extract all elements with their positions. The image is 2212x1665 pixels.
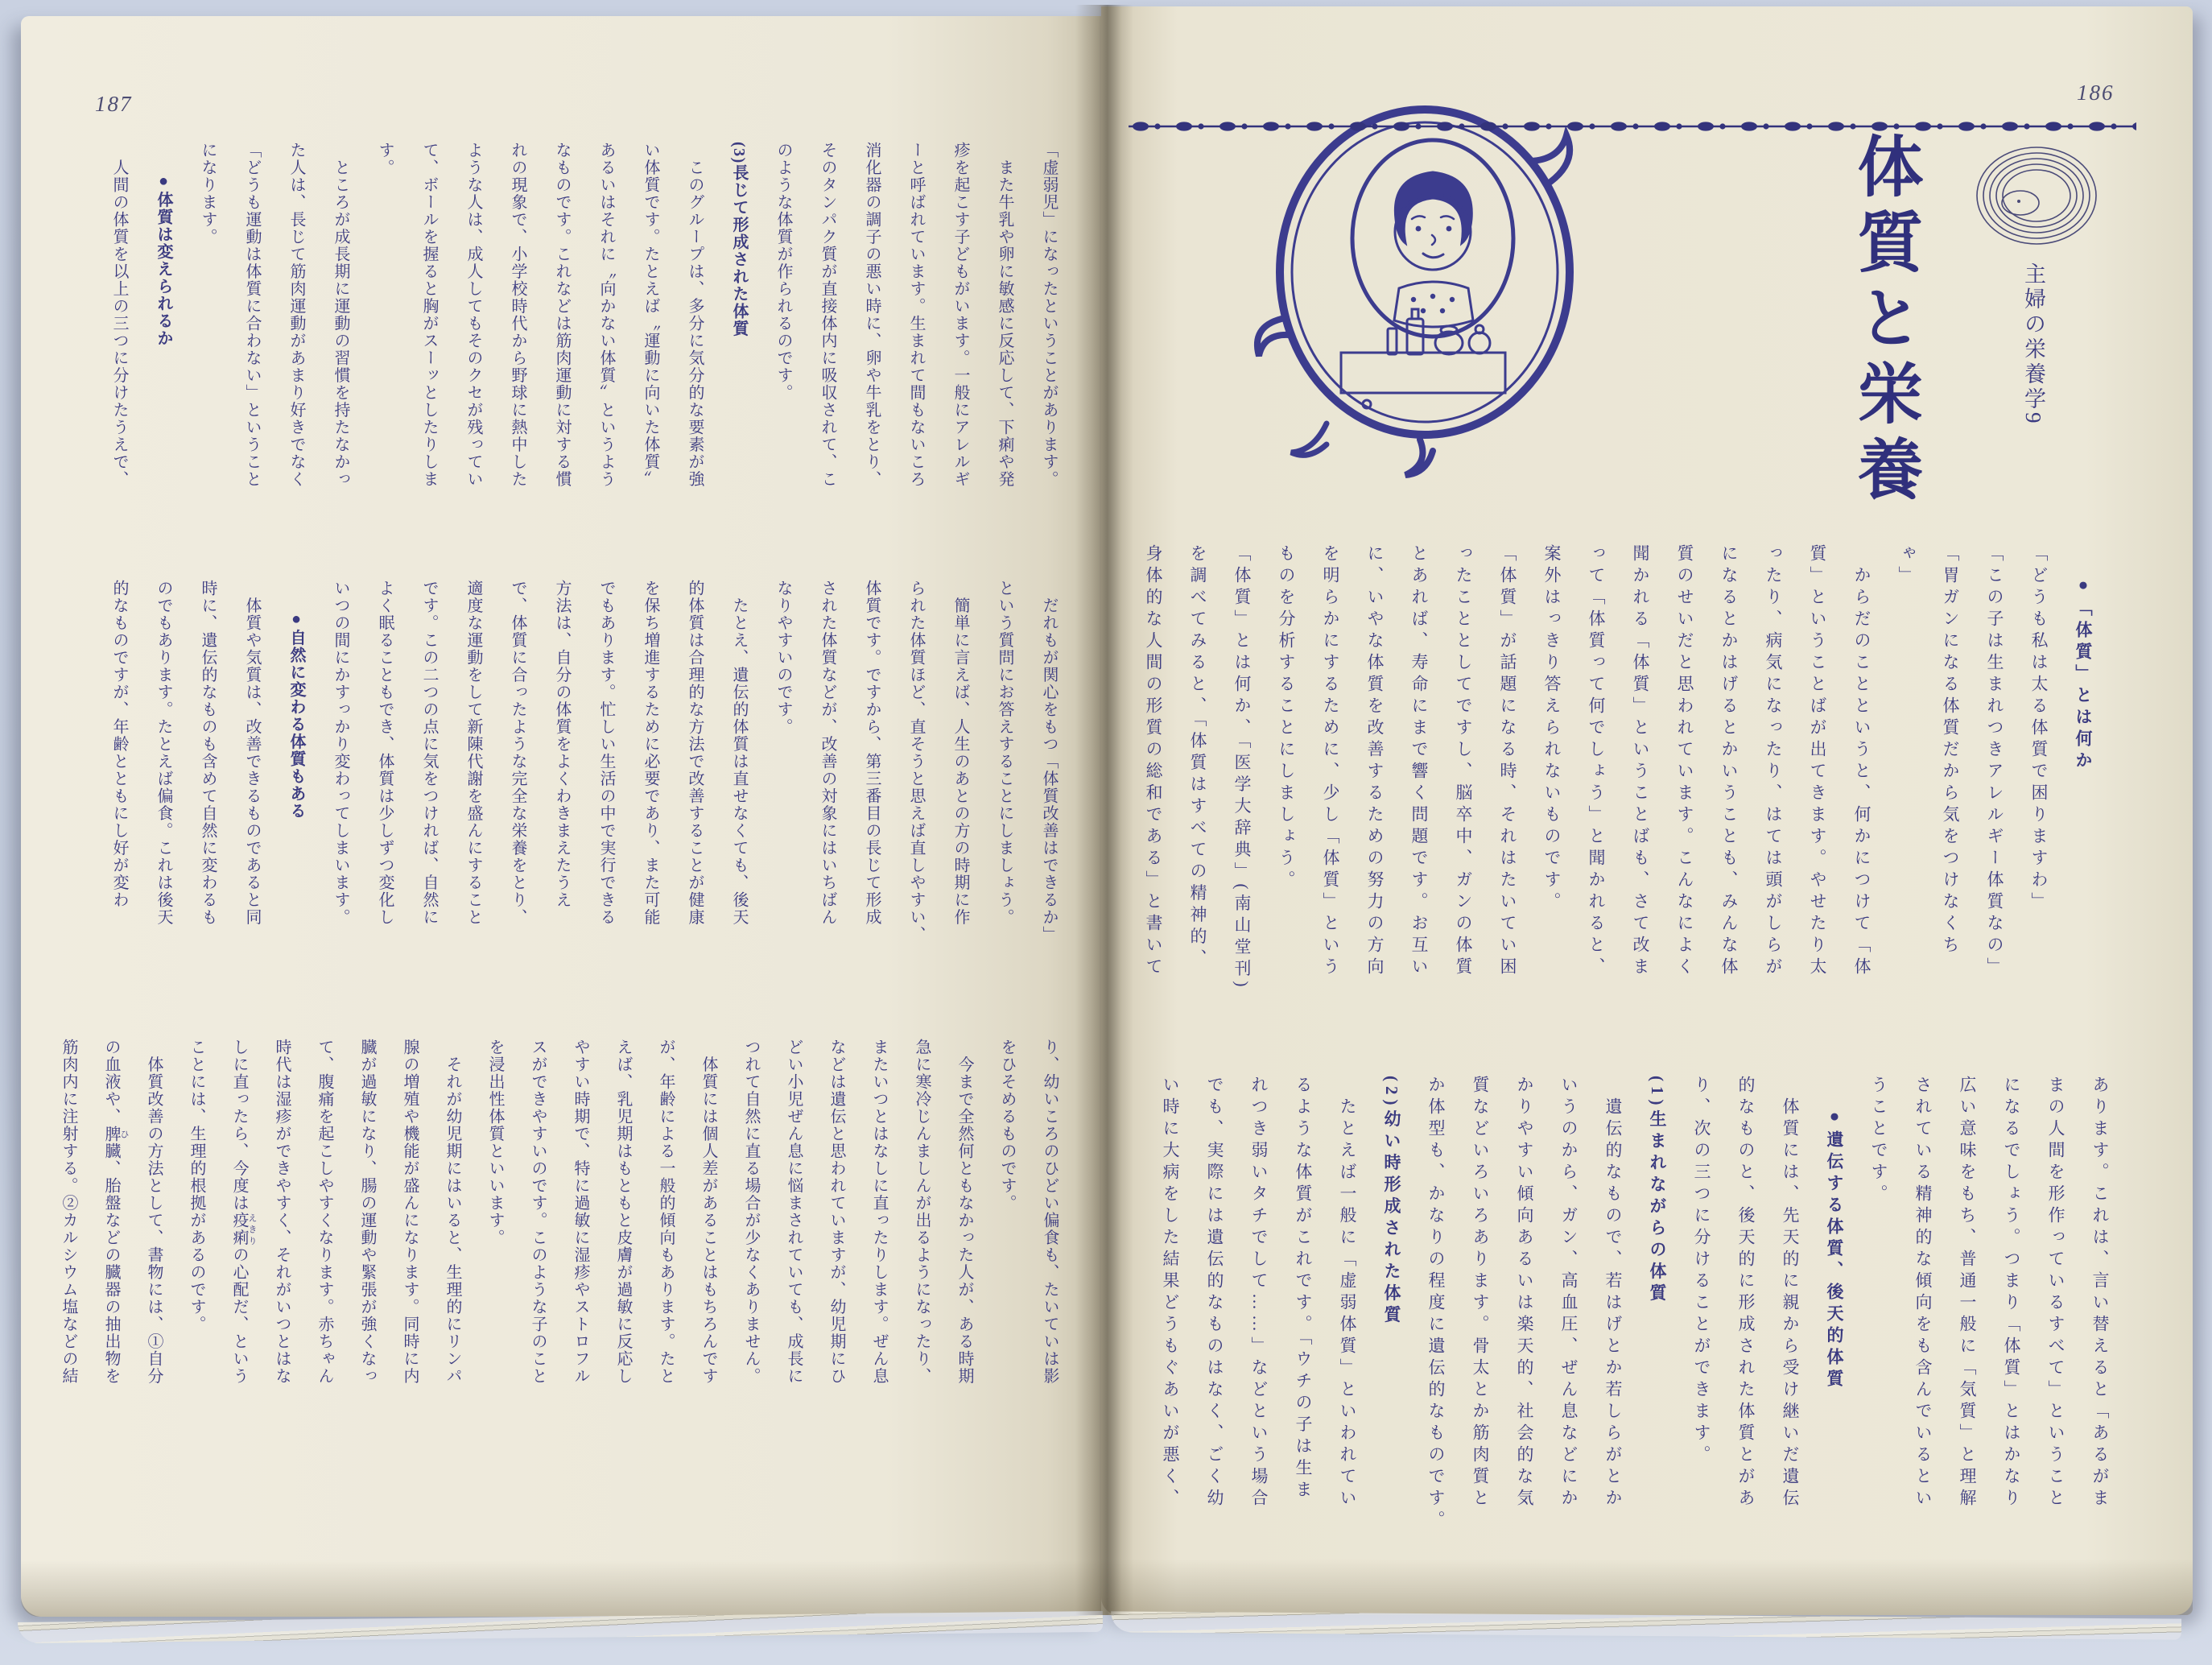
- text-column: 「どうも私は太る体質で困りますわ」: [2029, 544, 2049, 914]
- page-stack-edges: [1111, 1611, 2181, 1639]
- text-band-right-1: [1131, 544, 2105, 1053]
- text-column: 人間の体質を以上の三つに分けたうえで、: [110, 142, 128, 488]
- page-number-left: 187: [95, 92, 133, 116]
- text-column: されている精神的な傾向をも含んでいるとい: [1913, 1076, 1933, 1510]
- text-column: を明らかにするために、少し「体質」という: [1321, 544, 1340, 979]
- text-column: ●「体質」とは何か: [2074, 575, 2093, 773]
- text-column: でも、実際には遺伝的なものはなく、ごく幼: [1205, 1076, 1224, 1510]
- text-column: 体質改善の方法として、書物には、①自分: [145, 1039, 163, 1385]
- text-column: 「体質」とは何か、「医学大辞典」(南山堂刊): [1232, 544, 1252, 992]
- text-column: か体型も、かなりの程度に遺伝的なものです。: [1426, 1076, 1446, 1532]
- text-column: に、いやな体質を改善するための努力の方向: [1365, 544, 1385, 979]
- text-column: やすい時期で、特に過敏に湿疹やストロフル: [572, 1039, 589, 1385]
- text-column: を調べてみると、「体質はすべての精神的、: [1188, 544, 1207, 971]
- text-column: のような体質が作られるのです。: [774, 142, 792, 402]
- text-column: るような体質がこれです。「ウチの子は生ま: [1294, 1076, 1313, 1502]
- text-column: たとえば一般に「虚弱体質」といわれてい: [1338, 1076, 1357, 1510]
- page-number-right: 186: [2077, 81, 2115, 105]
- text-column: よく眠ることもでき、体質は少しずつ変化し: [376, 580, 394, 926]
- text-column: まの人間を形作っているすべて」ということ: [2046, 1076, 2065, 1510]
- text-column: り、幼いころのひどい偏食も、たいていは影: [1041, 1039, 1059, 1385]
- text-column: 方法は、自分の体質をよくわきまえたうえ: [553, 580, 571, 909]
- text-column: ものを分析することにしましょう。: [1277, 544, 1296, 892]
- text-column: またいつとはなしに直ったりします。ぜん息: [870, 1039, 888, 1385]
- text-column: かりやすい傾向あるいは楽天的、社会的な気: [1515, 1076, 1534, 1510]
- text-column: された体質などが、改善の対象にはいちばん: [819, 580, 836, 926]
- text-column: 「虚弱児」になったということがあります。: [1040, 142, 1058, 488]
- text-column: 腺の増殖や機能が盛んになります。同時に内: [401, 1039, 419, 1385]
- text-column: でもあります。忙しい生活の中で実行できる: [597, 580, 615, 926]
- text-column: になるとかはげるとかいうことも、みんな体: [1719, 544, 1739, 979]
- text-column: 質などいろいろあります。骨太とか筋肉質と: [1471, 1076, 1490, 1510]
- text-column: が、年齢による一般的傾向もあります。たと: [657, 1039, 675, 1385]
- text-column: 適度な運動をして新陳代謝を盛んにすること: [464, 580, 482, 926]
- text-column: で、体質に合ったような完全な栄養をとり、: [509, 580, 526, 926]
- text-column: とあれば、寿命にまで響く問題です。お互い: [1409, 544, 1429, 979]
- text-column: スができやすいのです。このような子のこと: [529, 1039, 547, 1385]
- text-column: 質」ということばが出てきます。やせたり太: [1808, 544, 1827, 979]
- text-column: の血液や、脾 ひ臓、胎盤などの臓器の抽出物を: [102, 1039, 129, 1385]
- text-column: になります。: [199, 142, 217, 246]
- text-column: うことです。: [1869, 1076, 1888, 1206]
- text-column: (3)長じて形成された体質: [730, 142, 748, 337]
- text-column: す。: [376, 142, 394, 176]
- text-column: 体質や気質は、改善できるものであると同: [243, 580, 261, 926]
- text-column: 「体質」が話題になる時、それはたいてい困: [1498, 544, 1517, 979]
- text-column: だれもが関心をもつ「体質改善はできるか」: [1040, 580, 1058, 944]
- text-column: ことには、生理的根拠があるのです。: [188, 1039, 205, 1333]
- text-column: て、ボールを握ると胸がスーッとしたりしま: [420, 142, 438, 488]
- text-column: 臓が過敏になり、腸の運動や緊張が強くなっ: [358, 1039, 376, 1385]
- text-column: を浸出性体質といいます。: [486, 1039, 504, 1246]
- text-column: 的なものと、後天的に形成された体質とがあ: [1736, 1076, 1756, 1510]
- text-column: 質のせいだと思われています。こんなによく: [1675, 544, 1694, 979]
- text-column: あるいはそれに〝向かない体質〟というよう: [597, 142, 615, 488]
- series-label: 主婦の栄養学9: [2021, 262, 2045, 427]
- text-column: ●体質は変えられるか: [155, 172, 172, 347]
- text-column: 的体質は合理的な方法で改善することが健康: [686, 580, 704, 926]
- text-band-left-3: [47, 1039, 1071, 1412]
- text-column: ったり、病気になったり、はては頭がしらが: [1764, 544, 1783, 979]
- text-column: ったこととしてですし、脳卒中、ガンの体質: [1454, 544, 1473, 979]
- text-band-left-1: [97, 142, 1071, 519]
- text-column: た人は、長じて筋肉運動があまり好きでなく: [287, 142, 305, 488]
- text-column: い時に大病をした結果どうもぐあいが悪く、: [1161, 1076, 1180, 1510]
- text-column: (2)幼い時形成された体質: [1382, 1076, 1401, 1328]
- text-column: あります。これは、言い替えると「あるがま: [2090, 1076, 2110, 1510]
- text-column: 「どうも運動は体質に合わない」ということ: [243, 142, 261, 488]
- text-column: などは遺伝と思われていますが、幼児期にひ: [827, 1039, 845, 1385]
- text-column: また牛乳や卵に敏感に反応して、下痢や発: [996, 142, 1013, 488]
- text-column: ーと呼ばれています。生まれて間もないころ: [907, 142, 925, 488]
- text-column: なものです。これなどは筋肉運動に対する慣: [553, 142, 571, 488]
- text-column: 簡単に言えば、人生のあとの方の時期に作: [951, 580, 969, 926]
- text-column: なりやすいのです。: [774, 580, 792, 736]
- text-column: て、腹痛を起こしやすくなります。赤ちゃん: [316, 1039, 333, 1385]
- text-column: このグループは、多分に気分的な要素が強: [686, 142, 704, 488]
- text-column: 今まで全然何ともなかった人が、ある時期: [955, 1039, 973, 1385]
- text-column: をひそめるものです。: [998, 1039, 1016, 1212]
- text-column: ゃ」: [1896, 544, 1916, 588]
- text-column: 身体的な人間の形質の総和である」と書いて: [1144, 544, 1163, 979]
- text-column: を保ち増進するために必要であり、また可能: [642, 580, 659, 926]
- text-column: ところが成長期に運動の習慣を持たなかっ: [332, 142, 349, 488]
- text-column: ような人は、成人してもそのクセが残ってい: [464, 142, 482, 488]
- text-band-right-2: [1148, 1076, 2122, 1560]
- text-column: ●遺伝する体質、後天的体質: [1825, 1106, 1844, 1391]
- text-column: からだのことというと、何かにつけて「体: [1852, 544, 1872, 979]
- text-column: 「胃ガンになる体質だから気をつけなくち: [1941, 544, 1960, 957]
- text-column: 遺伝的なもので、若はげとか若しらがとか: [1603, 1076, 1623, 1510]
- text-column: 消化器の調子の悪い時に、卵や牛乳をとり、: [863, 142, 881, 488]
- text-column: れつき弱いタチでして……」などという場合: [1249, 1076, 1269, 1510]
- text-column: 広い意味をもち、普通一般に「気質」と理解: [1958, 1076, 1977, 1510]
- text-column: い体質です。たとえば〝運動に向いた体質〟: [642, 142, 659, 488]
- text-column: いうのから、ガン、高血圧、ぜん息などにか: [1559, 1076, 1579, 1510]
- text-column: それが幼児期にはいると、生理的にリンパ: [444, 1039, 461, 1385]
- text-column: 体質には、先天的に親から受け継いだ遺伝: [1781, 1076, 1800, 1510]
- text-column: り、次の三つに分けることができます。: [1692, 1076, 1711, 1467]
- text-column: 聞かれる「体質」ということばも、さて改ま: [1631, 544, 1650, 979]
- text-column: (1)生まれながらの体質: [1648, 1076, 1667, 1306]
- text-column: 体質には個人差があることはもちろんです: [700, 1039, 717, 1385]
- text-column: です。この二つの点に気をつければ、自然に: [420, 580, 438, 926]
- text-column: 疹を起こす子どもがいます。一般にアレルギ: [951, 142, 969, 488]
- text-column: そのタンパク質が直接体内に吸収されて、こ: [819, 142, 836, 488]
- text-column: 急に寒冷じんましんが出るようになったり、: [913, 1039, 931, 1385]
- text-column: えば、乳児期はもともと皮膚が過敏に反応し: [614, 1039, 632, 1385]
- text-column: 時に、遺伝的なものも含めて自然に変わるも: [199, 580, 217, 926]
- text-band-left-2: [97, 580, 1071, 956]
- text-column: たとえ、遺伝的体質は直せなくても、後天: [730, 580, 748, 926]
- bead-chain-divider-icon: [1129, 119, 2136, 134]
- text-column: しに直ったら、今度は疫痢 えきりの心配だ、という: [230, 1039, 257, 1385]
- text-column: になるでしょう。つまり「体質」とはかなり: [2002, 1076, 2021, 1510]
- page-curl-shadow: [21, 1560, 1101, 1617]
- page-curl-shadow: [1101, 1559, 2193, 1615]
- text-column: 筋肉内に注射する。②カルシウム塩などの結: [60, 1039, 77, 1385]
- text-column: れの現象で、小学校時代から野球に熱中した: [509, 142, 526, 488]
- text-column: られた体質ほど、直そうと思えば直しやすい、: [907, 580, 925, 944]
- text-column: という質問にお答えすることにしましょう。: [996, 580, 1013, 926]
- text-column: ●自然に変わる体質もある: [287, 610, 305, 820]
- text-column: 体質です。ですから、第三番目の長じて形成: [863, 580, 881, 926]
- text-column: のでもあります。たとえば偏食。これは後天: [155, 580, 172, 926]
- text-column: 案外はっきり答えられないものです。: [1542, 544, 1562, 914]
- text-column: 「この子は生まれつきアレルギー体質なの」: [1985, 544, 2004, 979]
- text-column: つれて自然に直る場合が少なくありません。: [742, 1039, 760, 1385]
- vanity-mirror-illustration: [1230, 77, 1620, 485]
- text-column: って「体質って何でしょう」と聞かれると、: [1587, 544, 1606, 979]
- article-title: 体質と栄養: [1848, 132, 1921, 510]
- text-column: 的なものですが、年齢とともにし好が変わ: [110, 580, 128, 909]
- text-column: 時代は湿疹ができやすく、それがいつとはな: [273, 1039, 291, 1385]
- text-column: どい小児ぜん息に悩まされていても、成長に: [785, 1039, 803, 1385]
- concentric-circles-logo-icon: [1974, 145, 2099, 250]
- text-column: いつの間にかすっかり変わってしまいます。: [332, 580, 349, 926]
